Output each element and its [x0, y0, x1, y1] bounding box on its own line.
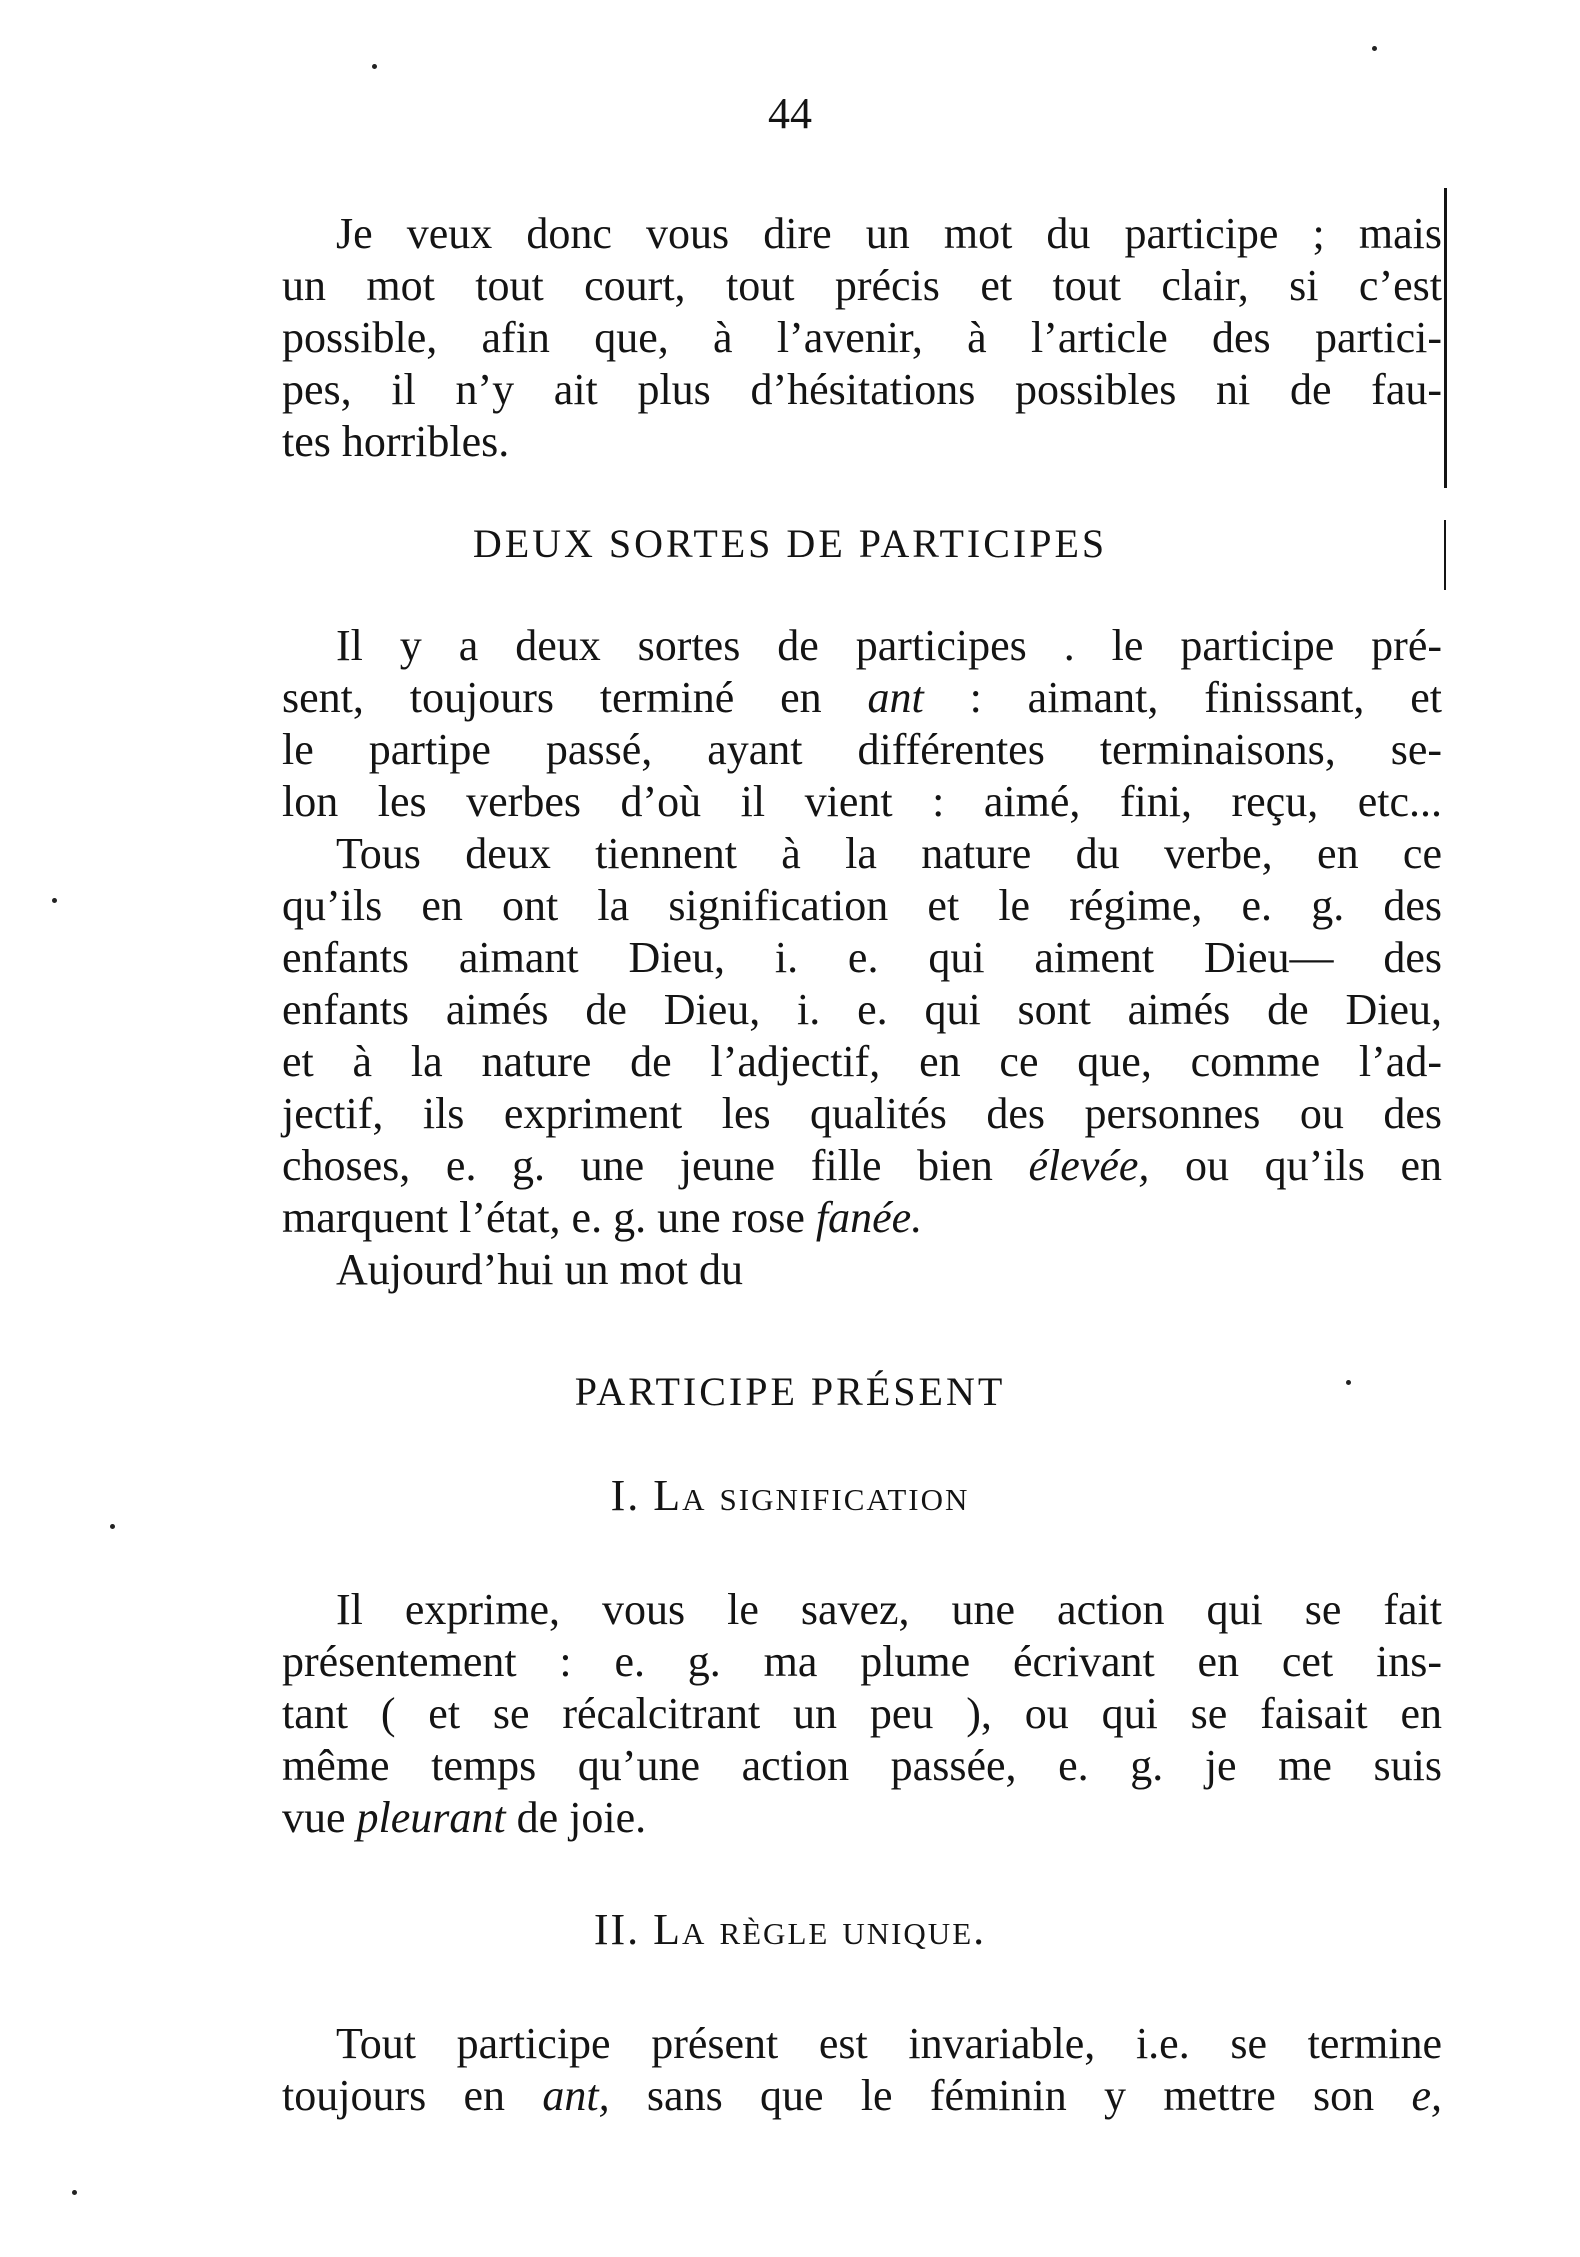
margin-rule [1444, 188, 1447, 488]
text-line: Je veux donc vous dire un mot du participe ; mais [336, 209, 1442, 258]
text-line: tant ( et se récalcitrant un peu ), ou qui se faisait en [282, 1689, 1442, 1738]
text-line: qu’ils en ont la signification et le régime, e. g. des [282, 881, 1442, 930]
heading-participe-present: PARTICIPE PRÉSENT [574, 1369, 1006, 1414]
text-line: et à la nature de l’adjectif, en ce que, comme l’ad- [282, 1037, 1442, 1086]
heading-signification: I. La signification [610, 1471, 970, 1520]
text-line: jectif, ils expriment les qualités des personnes ou des [282, 1089, 1442, 1138]
text-line: choses, e. g. une jeune fille bien élevée, ou qu’ils en [282, 1141, 1442, 1190]
text-line: toujours en ant, sans que le féminin y mettre son e, [282, 2071, 1442, 2120]
text-line: Il y a deux sortes de participes . le participe pré- [336, 621, 1442, 670]
deux-sortes-paragraph [282, 620, 1442, 1296]
text-line: enfants aimant Dieu, i. e. qui aiment Dieu— des [282, 933, 1442, 982]
page-number: 44 [768, 89, 812, 138]
text-line: Tout participe présent est invariable, i.e. se termine [336, 2019, 1442, 2068]
regle-paragraph [282, 2018, 1442, 2122]
text-line: tes horribles. [282, 417, 510, 466]
scan-speck [52, 898, 57, 903]
scan-speck [1346, 1380, 1351, 1385]
heading-deux-sortes: DEUX SORTES DE PARTICIPES [472, 521, 1108, 566]
intro-paragraph [282, 208, 1442, 468]
text-line: Tous deux tiennent à la nature du verbe, en ce [336, 829, 1442, 878]
text-line: enfants aimés de Dieu, i. e. qui sont aimés de Dieu, [282, 985, 1442, 1034]
text-line: même temps qu’une action passée, e. g. je me suis [282, 1741, 1442, 1790]
text-line: présentement : e. g. ma plume écrivant en cet ins- [282, 1637, 1442, 1686]
text-line: marquent l’état, e. g. une rose fanée. [282, 1193, 923, 1242]
signification-paragraph [282, 1584, 1442, 1844]
text-line: pes, il n’y ait plus d’hésitations possibles ni de fau- [282, 365, 1442, 414]
text-line: Il exprime, vous le savez, une action qui se fait [336, 1585, 1442, 1634]
scan-speck [110, 1524, 115, 1529]
text-line: un mot tout court, tout précis et tout clair, si c’est [282, 261, 1442, 310]
text-line: Aujourd’hui un mot du [336, 1245, 743, 1294]
text-line: possible, afin que, à l’avenir, à l’article des partici- [282, 313, 1442, 362]
heading-regle-unique: II. La règle unique. [593, 1905, 987, 1954]
text-line: le partipe passé, ayant différentes terminaisons, se- [282, 725, 1442, 774]
scan-speck [72, 2190, 77, 2195]
scan-speck [372, 64, 377, 69]
scan-speck [1372, 46, 1377, 51]
text-line: lon les verbes d’où il vient : aimé, fini, reçu, etc... [282, 777, 1442, 826]
text-line: sent, toujours terminé en ant : aimant, finissant, et [282, 673, 1442, 722]
text-line: vue pleurant de joie. [282, 1793, 647, 1842]
